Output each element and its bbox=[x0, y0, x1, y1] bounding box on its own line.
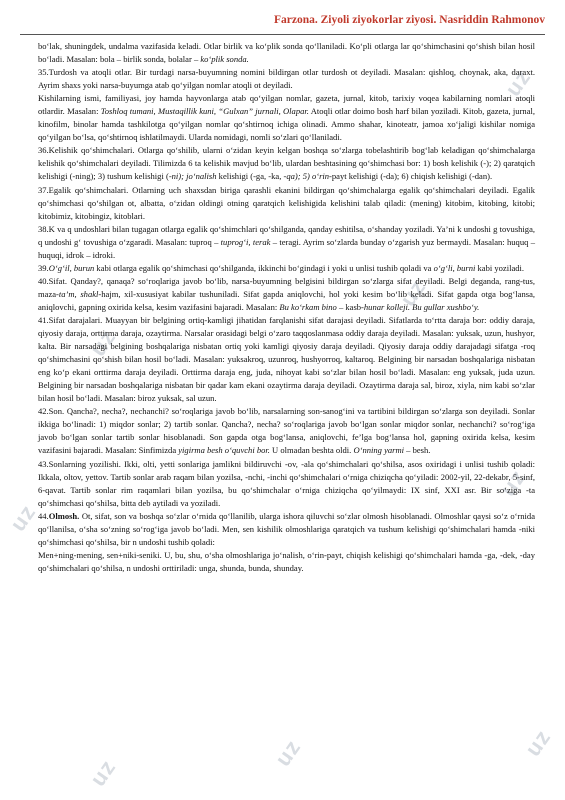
text-run: – besh. bbox=[404, 445, 431, 456]
text-run: Kishilarning ismi, familiyasi, joy hamda hayvonlarga atab qo‘yilgan nomlar, gazeta, jurnal, kitob, tarixiy voqea kabilarning nomlari atoqli otlardir. Masalan: bbox=[38, 93, 535, 117]
bold-run: Olmosh. bbox=[48, 510, 80, 521]
text-run: 43.Sonlarning yozilishi. Ikki, olti, yetti sonlariga jamlikni bildiruvchi -ov, -ala qo‘shimchalari qo‘shilsa, asos oxiridagi i unlisi tushib qoladi: Ikkala, oltov, yettov. Tartib sonlar arab raqam bilan yozilsa, -nchi, -inchi qo‘shimchalari o‘rniga chiziqcha qo‘yiladi: 2002-yil, 22-dekabr, 5-sinf, 6-qavat. Tartib sonlar rim raqamlari bilan yozilsa, bu qo‘shimchalar o‘rniga chiziqcha qo‘yilmaydi: IX sinf, XXI asr. Bir so‘ziga -ta qo‘shimchasi qo‘shilsa, bitta deb aytiladi va yoziladi. bbox=[38, 458, 535, 508]
watermark: uz bbox=[4, 499, 41, 536]
text-run: 40.Sifat. Qanday?, qanaqa? so‘roqlariga javob bo‘lib, narsa-buyumning belgisini bildirgan so‘zlarga sifat deyiladi. Belgi deganda, rang-tus, maza- bbox=[38, 275, 535, 299]
watermark: uz bbox=[494, 464, 531, 501]
paragraph bbox=[38, 184, 535, 223]
italic-run: ko‘plik sonda. bbox=[200, 54, 249, 65]
text-run: Atoqli otlar doimo bosh harf bilan yoziladi. Kitob, gazeta, jurnal, kinofilm, binolar hamda tashkilotga qo‘yilgan nomlar qo‘shtirnoq ichiga olinadi. Ammo shahar, kinoteatr, jamoa xo‘jaligi kishilar nomiga qo‘yilgan bo‘lsa, qo‘shtirnoq ishlatilmaydi. Ularda nomidagi, nomli so‘zlari qo‘llaniladi. bbox=[38, 106, 535, 143]
text-run: Ot, sifat, son va boshqa so‘zlar o‘rnida qo‘llanilib, ularga ishora qiluvchi so‘zlar olmosh hisoblanadi. Olmoshlar qaysi so‘z o‘rnida qo‘llanilsa, o‘sha so‘zning so‘rog‘iga javob bo‘ladi. Men, sen kishilik olmoshlariga qaratqich va tushum kelishigi qo‘shimchalari hamda -niki qo‘shimchasi qo‘shilsa, bir n undoshi tushib qoladi: bbox=[38, 510, 535, 547]
italic-run: hunar kolleji. Bu gullar xushbo‘y. bbox=[363, 301, 480, 312]
text-run: 38.K va q undoshlari bilan tugagan otlarga egalik qo‘shimchlari qo‘shilganda, qanday eshitilsa, o‘shanday yoziladi. Ya’ni k undoshi g tovushiga, q undoshi g‘ tovushiga o‘zgaradi. Masalan: tuproq – bbox=[38, 223, 535, 247]
text-run: 35.Turdosh va atoqli otlar. Bir turdagi narsa-buyumning nomini bildirgan otlar turdosh ot deyiladi. Masalan: qishloq, choynak, aka, daraxt. Ayrim shaxs yoki narsa-buyumga atab qo‘yilgan nomlar atoqli ot deyiladi. bbox=[38, 67, 535, 91]
text-run: 42.Son. Qancha?, necha?, nechanchi? so‘roqlariga javob bo‘lib, narsalarning son-sanog‘ini va tartibini bildirgan so‘zlarga son deyiladi. Sonlar ikkiga bo‘linadi: 1) miqdor sonlar; 2) tartib sonlar. Qancha?, necha? so‘roqlariga javob bo‘lgan sonlar miqdor sonlar, nechanchi? so‘rog‘iga javob bo‘lgan sonlar tartib sonlar hisoblanadi. Son gapda otga bog‘lansa, aniqlovchi, fe’lga bog‘lansa hol, gapning oxirida kelsa, kesim vazifasini bajaradi. Masalan: Sinfimizda bbox=[38, 406, 535, 456]
text-run: 36.Kelishik qo‘shimchalari. Otlarga qo‘shilib, ularni o‘zidan keyin kelgan boshqa so‘zlarga tobelashtirib bog‘lab keladigan qo‘shimchalarga kelishik qo‘shimchalari deyiladi. Tilimizda 6 ta kelishik mavjud bo‘lib, ulardan beshtasining qo‘shimchasi bor: 1) bosh kelishik (-); 2) qaratqich kelishigi (-ning); 3) tushum kelishigi ( bbox=[38, 145, 535, 182]
italic-run: O‘g‘il, burun bbox=[48, 262, 95, 273]
text-run: – kasb- bbox=[336, 301, 364, 312]
text-run: 41.Sifat darajalari. Muayyan bir belgining ortiq-kamligi jihatidan farqlanishi sifat darajasi deyiladi. Sifatlarda to‘rtta daraja bor: oddiy daraja, qiyosiy daraja, orttirma daraja, ozaytirma. Narsalar orasidagi belgi o‘zaro taqqoslanmasa oddiy daraja deyiladi. Masalan: yuksak, uzun, hushyor, kalta. Bir narsadagi belgining boshqalariga nisbatan ortiq yoki kamligi qiyosiy daraja deyiladi. Qiyosiy daraja oddiy darajadagi sifatga -roq qo‘shimchasini qo‘shish bilan hosil bo‘ladi. Masalan: yuksakroq, uzunroq, hushyorroq, kaltaroq. Belgining bir narsadan boshqalariga nisbatan eng ko‘p ekani orttirma daraja deyiladi. Orttirma daraja eng, juda, nihoyat kabi so‘zlar bilan hosil bo‘ladi. Masalan: eng yuksak, juda uzun. Belgining bir narsadan boshqalariga nisbatan bir qadar kam ekani ozaytirma daraja deyiladi. Ozaytirma daraja sal, biroz, xiyla, nim kabi so‘zlar bilan hosil bo‘ladi. Masalan: biroz yuksak, sal uzun. bbox=[38, 314, 535, 404]
italic-run: ta’m, shakl bbox=[58, 288, 99, 299]
paragraph bbox=[38, 314, 535, 405]
paragraph bbox=[38, 144, 535, 183]
watermark: uz bbox=[519, 724, 556, 761]
paragraph bbox=[38, 66, 535, 92]
watermark: uz bbox=[394, 274, 431, 311]
page-header: Farzona. Ziyoli ziyokorlar ziyosi. Nasriddin Rahmonov bbox=[273, 14, 545, 26]
text-run: Men+ning-mening, sen+niki-seniki. U, bu, shu, o‘sha olmoshlariga jo‘nalish, o‘rin-payt, chiqish kelishigi qo‘shimchalari hamda -ga, -dek, -day qo‘shimchalari qo‘shilsa, n undoshi orttiriladi: unga, shunda, bunda, shunday. bbox=[38, 549, 535, 573]
paragraph bbox=[38, 549, 535, 575]
text-run: – teragi. Ayrim so‘zlarda bunday o‘zgarish yuz bermaydi. Masalan: huquq – huquqi, idrok – idroki. bbox=[38, 236, 535, 260]
text-run: kabi yoziladi. bbox=[475, 262, 525, 273]
text-run: -hajm, xil-xususiyat kabilar tushuniladi. Sifat gapda aniqlovchi, hol yoki kesim bo‘lib keladi. Sifat gapda otga bog‘lansa, aniqlovchi, gapning oxirida kelsa, kesim vazifasini bajaradi. Masalan: bbox=[38, 288, 535, 312]
paragraph bbox=[38, 458, 535, 510]
paragraph bbox=[38, 510, 535, 549]
watermark: uz bbox=[269, 734, 306, 771]
text-run: U olmadan beshta oldi. bbox=[269, 445, 354, 456]
text-run: 44. bbox=[38, 510, 49, 521]
italic-run: o‘g‘li, burni bbox=[433, 262, 476, 273]
header-divider bbox=[20, 34, 545, 35]
italic-run: -qa); 5) o‘rin bbox=[283, 171, 330, 182]
italic-run: tuprog‘i, terak bbox=[220, 236, 271, 247]
italic-run: -ni); jo‘nalish bbox=[168, 171, 217, 182]
paragraph bbox=[38, 40, 535, 66]
paragraph bbox=[38, 92, 535, 144]
text-run: -payt kelishigi (-da); 6) chiqish kelishigi (-dan). bbox=[329, 171, 493, 182]
text-run: kelishigi (-ga, -ka, bbox=[216, 171, 284, 182]
paragraph bbox=[38, 262, 535, 275]
italic-run: yigirma besh o‘quvchi bor. bbox=[178, 445, 270, 456]
italic-run: Toshloq tumani, Mustaqillik kuni, “Gulxan” jurnali, Olapar. bbox=[100, 106, 309, 117]
text-run: kabi otlarga egalik qo‘shimchasi qo‘shilganda, ikkinchi bo‘gindagi i yoki u unlisi tushib qoladi va bbox=[94, 262, 434, 273]
document-body bbox=[38, 40, 535, 575]
watermark: uz bbox=[84, 754, 121, 791]
text-run: bo‘lak, shuningdek, undalma vazifasida keladi. Otlar birlik va ko‘plik sonda qo‘llaniladi. Ko‘pli otlarga lar qo‘shimchasini qo‘shish bilan hosil bo‘ladi. Masalan: bola – birlik sonda, bolalar – bbox=[38, 41, 535, 65]
italic-run: O‘nning yarmi bbox=[353, 445, 405, 456]
watermark: uz bbox=[499, 64, 536, 101]
paragraph bbox=[38, 223, 535, 262]
paragraph bbox=[38, 275, 535, 314]
watermark: uz bbox=[84, 324, 121, 361]
italic-run: Bu ko‘rkam bino bbox=[279, 301, 337, 312]
text-run: 39. bbox=[38, 262, 49, 273]
text-run: 37.Egalik qo‘shimchalari. Otlarning uch shaxsdan biriga qarashli ekanini bildirgan qo‘shimchalarga egalik qo‘shimchalari deyiladi. Egalik qo‘shimchasi qo‘shilgan ot, albatta, o‘zidan oldingi otning qaratqich kelishigida kelishini talab qiladi: (mening) kitobim, kitobing, kitobi; kitobimiz, kitobingiz, kitoblari. bbox=[38, 184, 535, 221]
paragraph bbox=[38, 405, 535, 457]
